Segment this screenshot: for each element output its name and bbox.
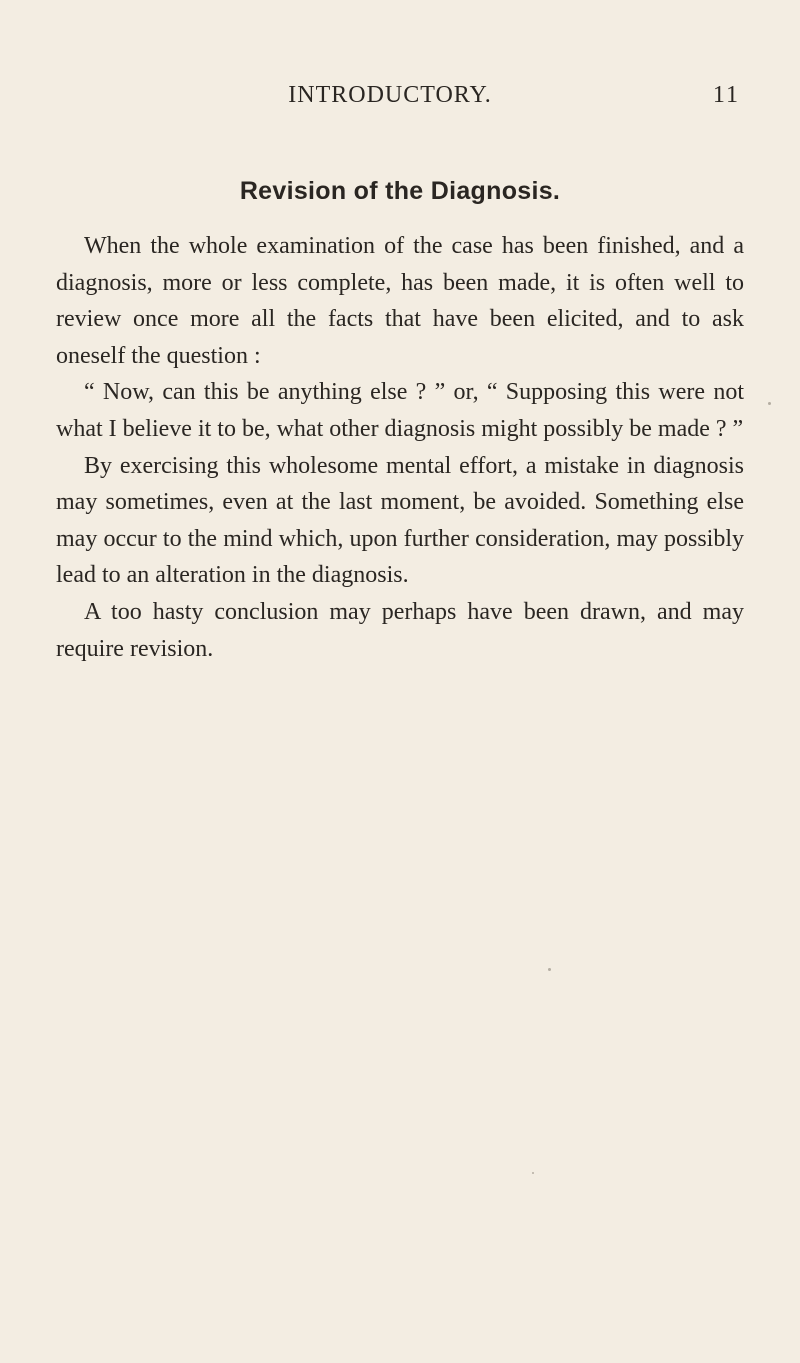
paragraph-3: By exercising this wholesome mental effort, a mistake in diagnosis may sometimes, even at the last moment, be avoided. Something else may occur to the mind which, upon further consideration, may possibly lead to an alteration in the diagnosis. xyxy=(56,452,744,589)
section-heading: Revision of the Diagnosis. xyxy=(239,177,561,205)
body-text xyxy=(56,228,744,667)
running-head xyxy=(40,80,740,110)
paper-speck xyxy=(532,1172,534,1174)
running-title: INTRODUCTORY. xyxy=(288,82,492,108)
paper-speck xyxy=(548,968,551,971)
paragraph-2: “ Now, can this be anything else ? ” or, “ Supposing this were not what I believe it to be, what other diagnosis might possibly be made ? ” xyxy=(56,379,744,442)
page-number: 11 xyxy=(712,82,740,108)
paragraph-4: A too hasty conclusion may perhaps have been drawn, and may require revision. xyxy=(56,598,744,662)
paper-speck xyxy=(768,402,771,405)
paragraph-1: When the whole examination of the case has been finished, and a diagnosis, more or less complete, has been made, it is often well to review once more all the facts that have been elicited, and to ask oneself the question : xyxy=(56,233,744,369)
